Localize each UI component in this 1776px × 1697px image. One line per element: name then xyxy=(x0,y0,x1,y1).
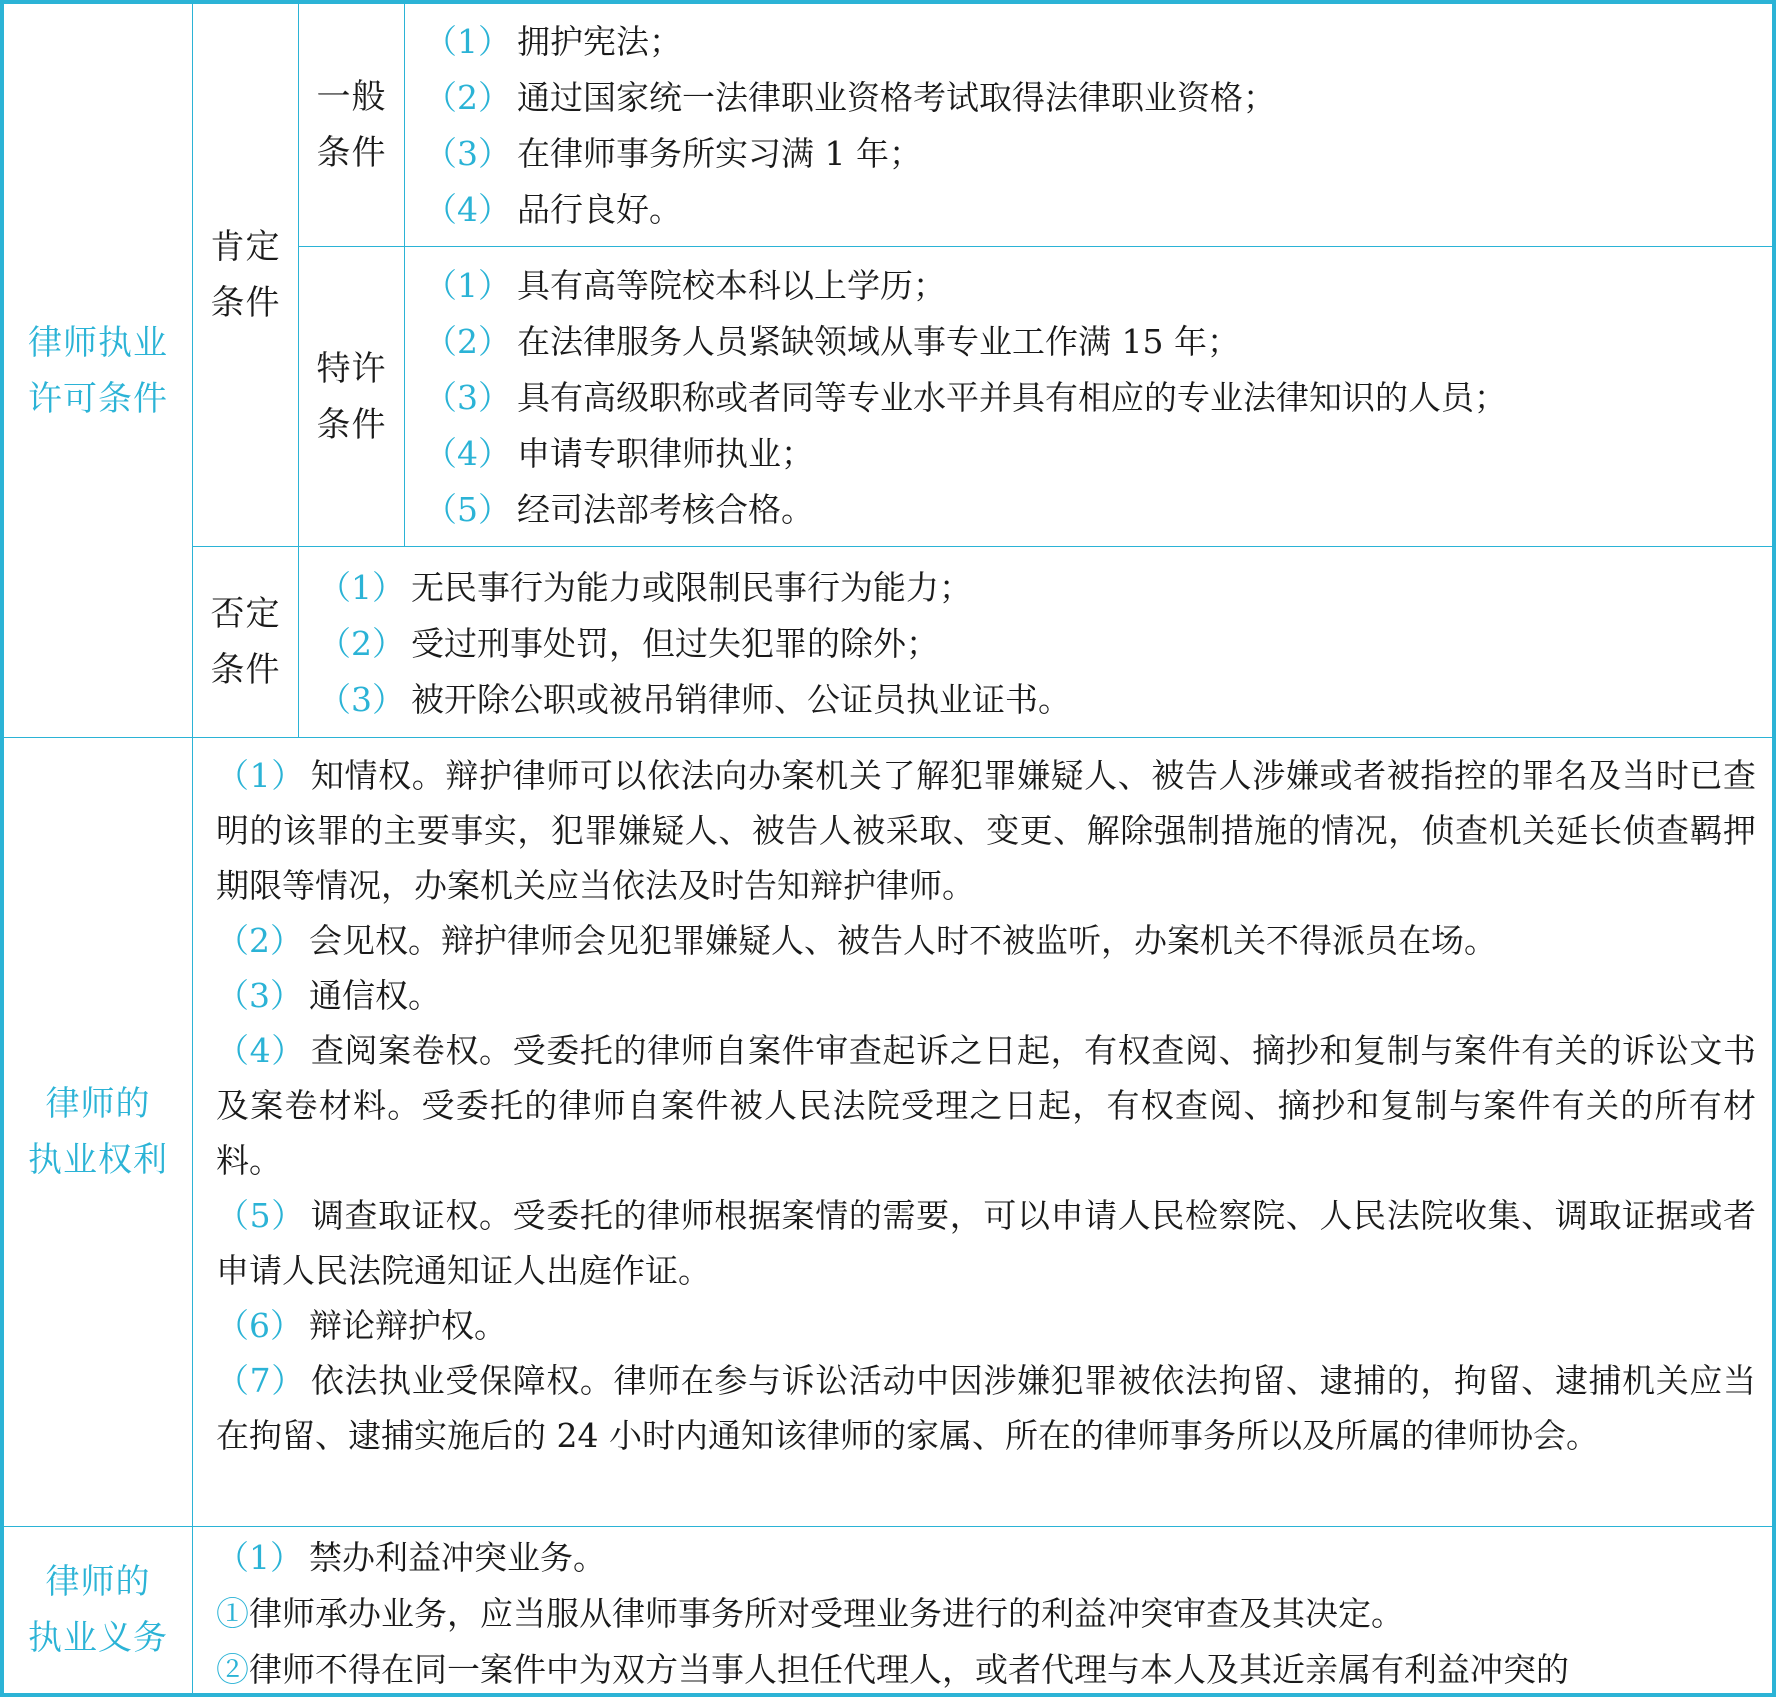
list-item: （3） 具有高级职称或者同等专业水平并具有相应的专业法律知识的人员； xyxy=(424,378,1507,417)
list-item: （1） 知情权。辩护律师可以依法向办案机关了解犯罪嫌疑人、被告人涉嫌或者被指控的罪名及当时已查明的该罪的主要事实，犯罪嫌疑人、被告人被采取、变更、解除强制措施的情况，侦查机关延长侦查羁押期限等情况，办案机关应当依法及时告知辩护律师。 xyxy=(216,756,1757,905)
list-item: （3） 通信权。 xyxy=(216,976,441,1015)
list-item: （3） 在律师事务所实习满 1 年； xyxy=(424,134,922,173)
category-practice-duties: 律师的 执业义务 xyxy=(28,1562,168,1658)
list-item: （2） 在法律服务人员紧缺领域从事专业工作满 15 年； xyxy=(424,322,1240,361)
label-special-conditions: 特许 条件 xyxy=(316,348,387,445)
list-item: （5） 经司法部考核合格。 xyxy=(424,490,814,529)
label-positive-conditions: 肯定 条件 xyxy=(210,227,281,323)
negative-conditions-list xyxy=(318,560,1758,728)
label-negative-conditions: 否定 条件 xyxy=(210,594,281,690)
label-general-conditions: 一般 条件 xyxy=(316,77,387,173)
list-item: （6） 辩论辩护权。 xyxy=(216,1306,507,1345)
general-conditions-list xyxy=(424,14,1764,238)
list-item: ②律师不得在同一案件中为双方当事人担任代理人，或者代理与本人及其近亲属有利益冲突的 xyxy=(216,1650,1569,1689)
list-item: （1） 拥护宪法； xyxy=(424,22,682,61)
list-item: （4） 查阅案卷权。受委托的律师自案件审查起诉之日起，有权查阅、摘抄和复制与案件有关的诉讼文书及案卷材料。受委托的律师自案件被人民法院受理之日起，有权查阅、摘抄和复制与案件有关的所有材料。 xyxy=(216,1031,1757,1180)
column-divider xyxy=(404,4,405,546)
list-item: （2） 会见权。辩护律师会见犯罪嫌疑人、被告人时不被监听，办案机关不得派员在场。 xyxy=(216,921,1497,960)
list-item: （2） 受过刑事处罚，但过失犯罪的除外； xyxy=(318,624,939,663)
list-item: （7） 依法执业受保障权。律师在参与诉讼活动中因涉嫌犯罪被依法拘留、逮捕的，拘留、逮捕机关应当在拘留、逮捕实施后的 24 小时内通知该律师的家属、所在的律师事务所以及所属的律师协会。 xyxy=(216,1361,1757,1455)
row-divider xyxy=(298,246,1772,247)
list-item: （5） 调查取证权。受委托的律师根据案情的需要，可以申请人民检察院、人民法院收集、调取证据或者申请人民法院通知证人出庭作证。 xyxy=(216,1196,1757,1290)
list-item: （4） 申请专职律师执业； xyxy=(424,434,814,473)
rights-list xyxy=(216,748,1756,1463)
category-license-conditions: 律师执业 许可条件 xyxy=(28,322,168,419)
list-item: （1） 具有高等院校本科以上学历； xyxy=(424,266,946,305)
list-item: （2） 通过国家统一法律职业资格考试取得法律职业资格； xyxy=(424,78,1276,117)
list-item: （1） 无民事行为能力或限制民事行为能力； xyxy=(318,568,972,607)
duties-list xyxy=(216,1530,1766,1693)
special-conditions-list xyxy=(424,258,1764,538)
row-divider xyxy=(4,1526,1772,1527)
list-item: ①律师承办业务，应当服从律师事务所对受理业务进行的利益冲突审查及其决定。 xyxy=(216,1594,1404,1633)
list-item: （1） 禁办利益冲突业务。 xyxy=(216,1538,606,1577)
row-divider xyxy=(4,737,1772,738)
row-divider xyxy=(192,546,1772,547)
list-item: （4） 品行良好。 xyxy=(424,190,682,229)
list-item: （3） 被开除公职或被吊销律师、公证员执业证书。 xyxy=(318,680,1071,719)
category-practice-rights: 律师的 执业权利 xyxy=(28,1084,168,1180)
